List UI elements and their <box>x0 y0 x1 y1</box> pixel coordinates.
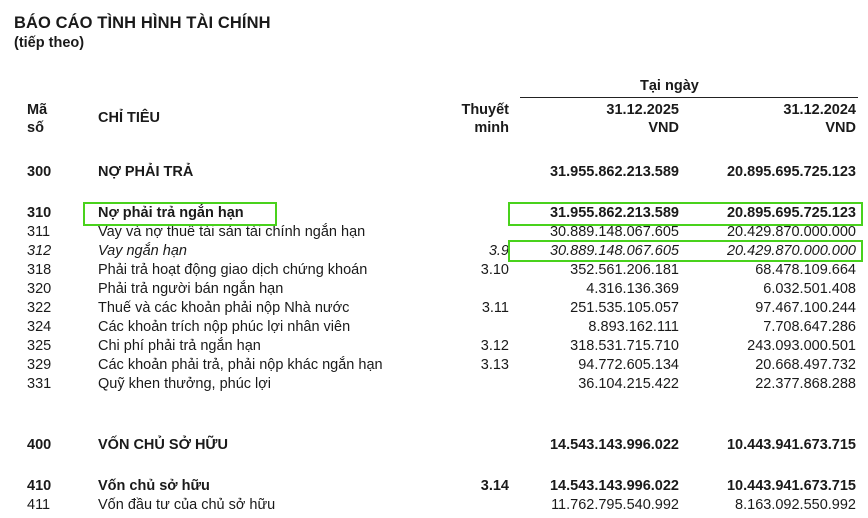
value-2024: 20.895.695.725.123 <box>726 164 856 180</box>
value-2024: 97.467.100.244 <box>755 300 856 316</box>
year-2024-date: 31.12.2024 <box>783 102 856 118</box>
value-2024: 8.163.092.550.992 <box>735 497 856 513</box>
value-2025: 94.772.605.134 <box>578 357 679 373</box>
value-2024: 6.032.501.408 <box>763 281 856 297</box>
table-row <box>0 318 868 336</box>
note-header-line-2: minh <box>474 120 509 136</box>
report-subtitle: (tiếp theo) <box>14 35 85 51</box>
value-2024: 20.895.695.725.123 <box>726 205 856 221</box>
line-name: Vốn chủ sở hữu <box>98 478 210 494</box>
value-2025: 8.893.162.111 <box>588 319 679 335</box>
year-2024-unit: VND <box>825 120 856 136</box>
line-code: 324 <box>27 319 52 335</box>
value-2024: 243.093.000.501 <box>747 338 856 354</box>
line-code: 312 <box>27 243 52 259</box>
value-2024: 20.668.497.732 <box>755 357 856 373</box>
line-name: Quỹ khen thưởng, phúc lợi <box>98 376 272 392</box>
value-2025: 251.535.105.057 <box>570 300 679 316</box>
table-row <box>0 337 868 355</box>
table-row <box>0 436 868 454</box>
line-name: Vay và nợ thuê tài sản tài chính ngắn hạn <box>98 224 366 240</box>
line-code: 300 <box>27 164 52 180</box>
date-group-underline <box>520 97 858 98</box>
value-2025: 4.316.136.369 <box>586 281 679 297</box>
highlight-box-short-term-liabilities-label <box>83 202 277 226</box>
value-2025: 31.955.862.213.589 <box>549 164 679 180</box>
code-header-line-1: Mã <box>27 102 48 118</box>
value-2024: 68.478.109.664 <box>755 262 856 278</box>
line-note: 3.14 <box>480 478 509 494</box>
line-name: Thuế và các khoản phải nộp Nhà nước <box>98 300 350 316</box>
table-row <box>0 280 868 298</box>
note-column-header <box>437 101 509 137</box>
year-2024-column-header <box>690 101 856 137</box>
code-header-line-2: số <box>27 120 44 136</box>
line-code: 318 <box>27 262 52 278</box>
table-row <box>0 261 868 279</box>
line-code: 310 <box>27 205 52 221</box>
line-code: 411 <box>27 497 51 513</box>
value-2025: 11.762.795.540.992 <box>551 497 679 513</box>
year-2025-unit: VND <box>648 120 679 136</box>
table-row <box>0 375 868 393</box>
table-row <box>0 299 868 317</box>
line-code: 329 <box>27 357 52 373</box>
line-name: VỐN CHỦ SỞ HỮU <box>98 437 228 453</box>
date-group-header: Tại ngày <box>640 78 699 94</box>
line-name: Phải trả hoạt động giao dịch chứng khoán <box>98 262 368 278</box>
value-2024: 10.443.941.673.715 <box>726 437 856 453</box>
value-2024: 20.429.870.000.000 <box>726 224 856 240</box>
line-name: Phải trả người bán ngắn hạn <box>98 281 284 297</box>
table-row <box>0 477 868 495</box>
value-2024: 20.429.870.000.000 <box>726 243 856 259</box>
report-title: BÁO CÁO TÌNH HÌNH TÀI CHÍNH <box>14 14 271 32</box>
year-2025-date: 31.12.2025 <box>606 102 679 118</box>
line-code: 410 <box>27 478 52 494</box>
table-row <box>0 356 868 374</box>
table-row <box>0 496 868 514</box>
table-row <box>0 163 868 181</box>
highlight-box-short-term-liabilities-values <box>508 202 863 226</box>
line-note: 3.10 <box>480 262 509 278</box>
value-2025: 14.543.143.996.022 <box>549 437 679 453</box>
value-2025: 318.531.715.710 <box>570 338 679 354</box>
line-name: Nợ phải trả ngắn hạn <box>98 205 244 221</box>
value-2025: 36.104.215.422 <box>578 376 679 392</box>
value-2025: 14.543.143.996.022 <box>549 478 679 494</box>
year-2025-column-header <box>520 101 679 137</box>
item-column-header: CHỈ TIÊU <box>98 110 161 126</box>
line-note: 3.13 <box>480 357 509 373</box>
value-2025: 30.889.148.067.605 <box>549 243 679 259</box>
line-name: Vốn đầu tư của chủ sở hữu <box>98 497 276 513</box>
value-2024: 10.443.941.673.715 <box>726 478 856 494</box>
highlight-box-short-term-loans-values <box>508 240 863 262</box>
value-2025: 30.889.148.067.605 <box>549 224 679 240</box>
line-note: 3.9 <box>488 243 509 259</box>
code-column-header <box>27 101 47 137</box>
note-header-line-1: Thuyết <box>461 102 509 118</box>
line-name: Chi phí phải trả ngắn hạn <box>98 338 261 354</box>
line-code: 400 <box>27 437 52 453</box>
line-name: NỢ PHẢI TRẢ <box>98 164 194 180</box>
line-code: 322 <box>27 300 52 316</box>
line-code: 320 <box>27 281 52 297</box>
line-code: 311 <box>27 224 51 240</box>
line-note: 3.11 <box>481 300 509 316</box>
line-note: 3.12 <box>480 338 509 354</box>
line-name: Các khoản phải trả, phải nộp khác ngắn hạn <box>98 357 383 373</box>
value-2024: 7.708.647.286 <box>763 319 856 335</box>
value-2025: 352.561.206.181 <box>570 262 679 278</box>
line-code: 325 <box>27 338 52 354</box>
value-2025: 31.955.862.213.589 <box>549 205 679 221</box>
line-name: Các khoản trích nộp phúc lợi nhân viên <box>98 319 351 335</box>
value-2024: 22.377.868.288 <box>755 376 856 392</box>
line-name: Vay ngắn hạn <box>98 243 187 259</box>
line-code: 331 <box>27 376 52 392</box>
